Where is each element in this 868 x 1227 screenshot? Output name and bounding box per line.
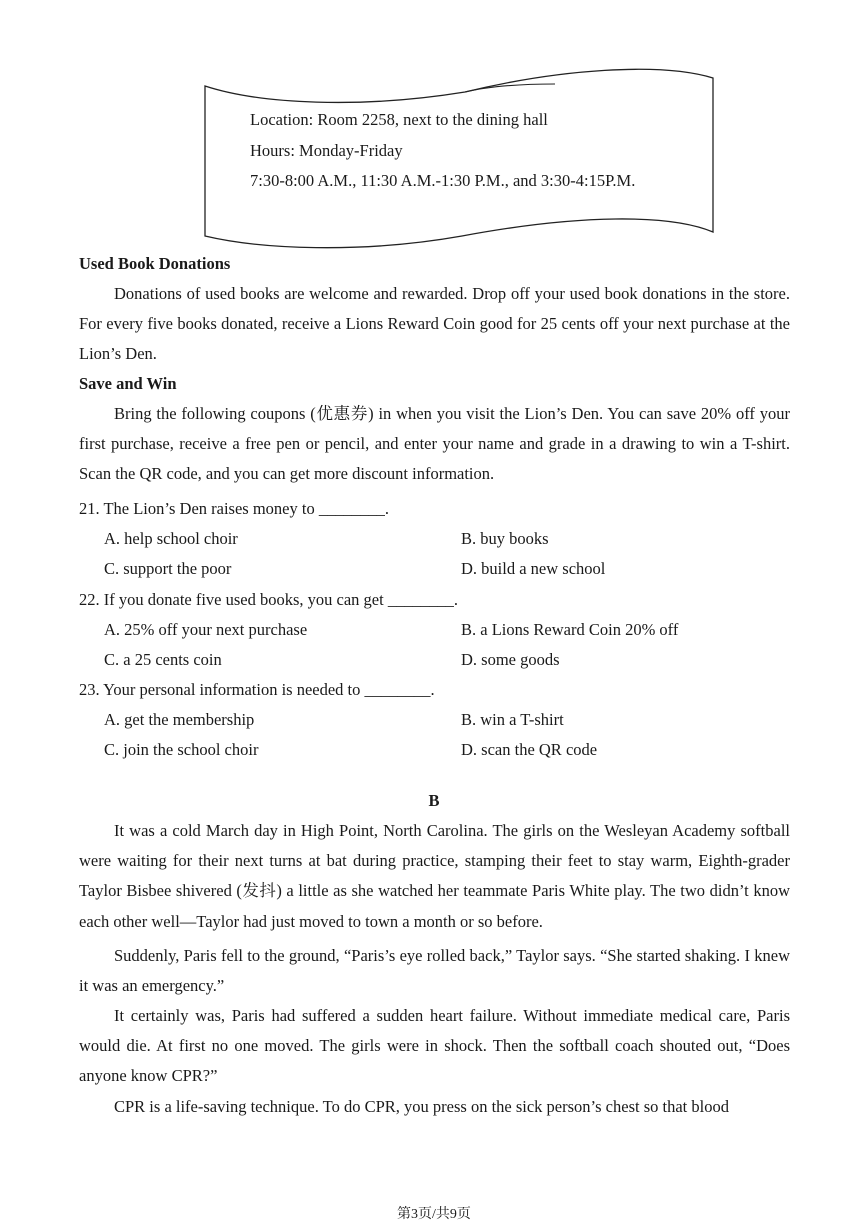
question-22-option-b: B. a Lions Reward Coin 20% off [461,620,679,639]
notice-location: Location: Room 2258, next to the dining hall [250,110,548,129]
notice-times: 7:30-8:00 A.M., 11:30 A.M.-1:30 P.M., and 3:30-4:15P.M. [250,171,636,190]
donations-heading: Used Book Donations [79,254,231,273]
question-23-option-c: C. join the school choir [104,740,259,759]
question-22-option-c: C. a 25 cents coin [104,650,222,669]
section-b-paragraph-4: CPR is a life-saving technique. To do CPR, you press on the sick person’s chest so that blood [114,1097,729,1116]
question-22-option-d: D. some goods [461,650,560,669]
question-21-stem: 21. The Lion’s Den raises money to ________. [79,499,389,518]
save-win-heading: Save and Win [79,374,177,393]
question-21-option-a: A. help school choir [104,529,238,548]
notice-hours: Hours: Monday-Friday [250,141,403,160]
question-21-option-d: D. build a new school [461,559,606,578]
section-b-paragraph-3: It certainly was, Paris had suffered a sudden heart failure. Without immediate medical care, Paris would die. At first no one moved. The girls were in shock. Then the softball coach shouted out, “Does anyone know CPR?” [79,1006,790,1086]
question-23-option-a: A. get the membership [104,710,255,729]
question-23-option-b: B. win a T-shirt [461,710,564,729]
section-b-label: B [428,791,440,810]
question-23-stem: 23. Your personal information is needed to ________. [79,680,435,699]
question-22-option-a: A. 25% off your next purchase [104,620,308,639]
save-win-paragraph: Bring the following coupons (优惠券) in when you visit the Lion’s Den. You can save 20% off your first purchase, receive a free pen or pencil, and enter your name and grade in a drawing to win a T-shirt. Scan the QR code, and you can get more discount information. [79,404,790,484]
donations-paragraph: Donations of used books are welcome and rewarded. Drop off your used book donations in the store. For every five books donated, receive a Lions Reward Coin good for 25 cents off your next purchase at the Lion’s Den. [79,284,790,364]
question-21-option-b: B. buy books [461,529,549,548]
section-b-paragraph-1: It was a cold March day in High Point, North Carolina. The girls on the Wesleyan Academy softball were waiting for their next turns at bat during practice, stamping their feet to stay warm, Eighth-grader Taylor Bisbee shivered (发抖) a little as she watched her teammate Paris White play. The two didn’t know each other well—Taylor had just moved to town a month or so before. [79,821,790,931]
question-23-option-d: D. scan the QR code [461,740,598,759]
page-number-footer: 第3页/共9页 [397,1207,471,1222]
section-b-paragraph-2: Suddenly, Paris fell to the ground, “Paris’s eye rolled back,” Taylor says. “She started shaking. I knew it was an emergency.” [79,946,790,996]
question-22-stem: 22. If you donate five used books, you can get ________. [79,590,458,609]
question-21-option-c: C. support the poor [104,559,232,578]
